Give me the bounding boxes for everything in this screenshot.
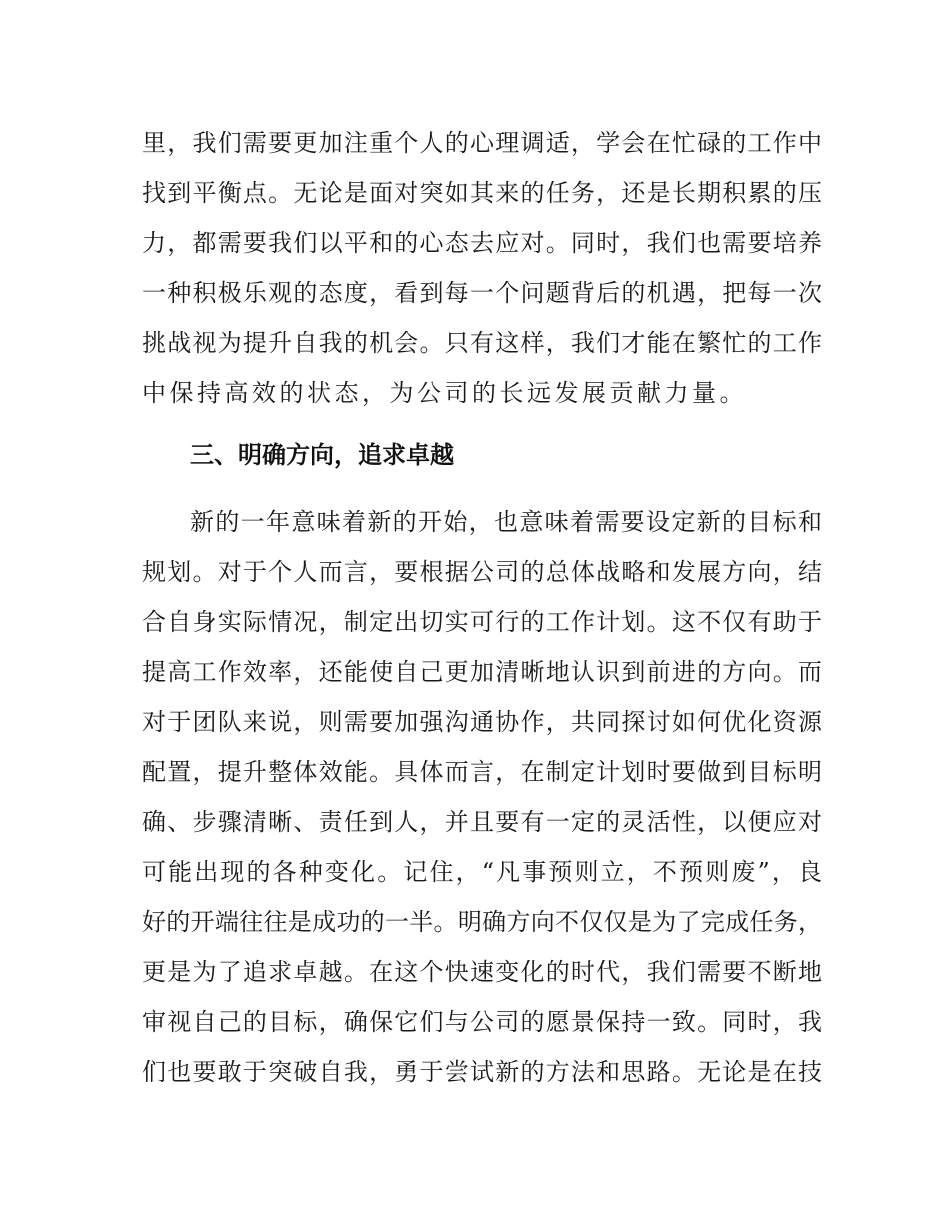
paragraph-line: 新的一年意味着新的开始，也意味着需要设定新的目标和 <box>190 508 822 536</box>
paragraph-line: 可能出现的各种变化。记住，“凡事预则立，不预则废”，良 <box>142 858 822 886</box>
paragraph-line: 确、步骤清晰、责任到人，并且要有一定的灵活性，以便应对 <box>142 808 822 836</box>
paragraph-line: 好的开端往往是成功的一半。明确方向不仅仅是为了完成任务， <box>142 908 822 936</box>
paragraph-line: 挑战视为提升自我的机会。只有这样，我们才能在繁忙的工作 <box>142 329 822 357</box>
paragraph-line: 找到平衡点。无论是面对突如其来的任务，还是长期积累的压 <box>142 179 822 207</box>
paragraph-line: 规划。对于个人而言，要根据公司的总体战略和发展方向，结 <box>142 558 822 586</box>
paragraph-line: 提高工作效率，还能使自己更加清晰地认识到前进的方向。而 <box>142 658 822 686</box>
paragraph-line: 们也要敢于突破自我，勇于尝试新的方法和思路。无论是在技 <box>142 1058 822 1086</box>
paragraph-line: 配置，提升整体效能。具体而言，在制定计划时要做到目标明 <box>142 758 822 786</box>
paragraph-line: 中保持高效的状态，为公司的长远发展贡献力量。 <box>142 379 747 407</box>
paragraph-line: 合自身实际情况，制定出切实可行的工作计划。这不仅有助于 <box>142 608 822 636</box>
paragraph-line: 一种积极乐观的态度，看到每一个问题背后的机遇，把每一次 <box>142 279 822 307</box>
paragraph-line: 对于团队来说，则需要加强沟通协作，共同探讨如何优化资源 <box>142 708 822 736</box>
paragraph-line: 审视自己的目标，确保它们与公司的愿景保持一致。同时，我 <box>142 1008 822 1036</box>
paragraph-line: 力，都需要我们以平和的心态去应对。同时，我们也需要培养 <box>142 229 822 257</box>
paragraph-line: 更是为了追求卓越。在这个快速变化的时代，我们需要不断地 <box>142 958 822 986</box>
paragraph-line: 里，我们需要更加注重个人的心理调适，学会在忙碌的工作中 <box>142 129 822 157</box>
section-heading: 三、明确方向，追求卓越 <box>190 441 454 469</box>
